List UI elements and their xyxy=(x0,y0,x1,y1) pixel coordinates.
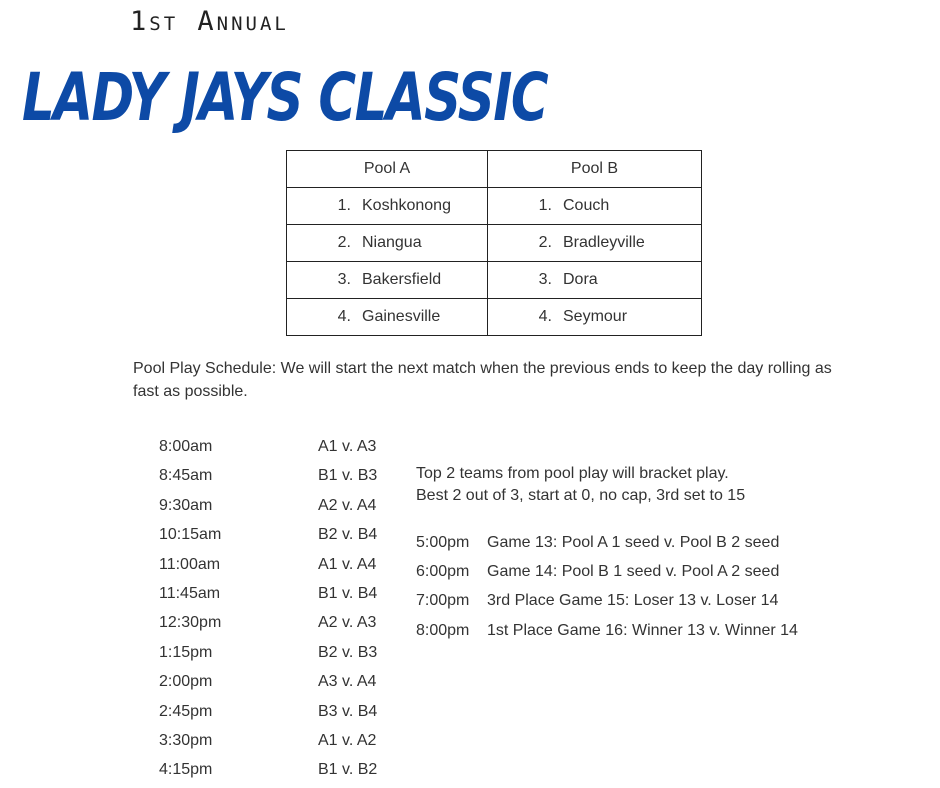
table-row xyxy=(287,225,702,262)
match-pairing: A1 v. A3 xyxy=(318,438,377,455)
pool-a-cell xyxy=(287,188,488,225)
team-name: Niangua xyxy=(362,234,422,251)
bracket-game-row xyxy=(416,528,798,557)
match-pairing: B1 v. B2 xyxy=(318,761,378,779)
match-pairing: A1 v. A2 xyxy=(318,731,377,749)
event-subtitle: 1st Annual xyxy=(130,6,289,37)
bracket-info-line: Best 2 out of 3, start at 0, no cap, 3rd set to 15 xyxy=(416,487,746,504)
team-name: Gainesville xyxy=(362,308,441,325)
game-time: 8:00pm xyxy=(416,621,470,639)
pool-a-cell xyxy=(287,225,488,262)
match-time: 11:00am xyxy=(159,555,221,573)
pool-b-cell xyxy=(488,262,702,299)
team-name: Seymour xyxy=(563,308,628,325)
match-pairing: A1 v. A4 xyxy=(318,555,377,573)
pools-table xyxy=(286,150,702,336)
team-name: Couch xyxy=(563,197,610,214)
seed-number: 1. xyxy=(538,197,552,214)
bracket-game-row xyxy=(416,557,798,586)
table-row xyxy=(287,299,702,336)
table-row xyxy=(287,262,702,299)
match-pairing: B3 v. B4 xyxy=(318,702,378,720)
pool-a-cell xyxy=(287,299,488,336)
match-time: 8:45am xyxy=(159,467,213,485)
seed-number: 3. xyxy=(337,271,351,288)
game-time: 5:00pm xyxy=(416,534,470,551)
match-time: 2:45pm xyxy=(159,702,213,720)
pool-b-cell xyxy=(488,188,702,225)
match-time: 2:00pm xyxy=(159,673,213,691)
match-time: 8:00am xyxy=(159,438,213,455)
seed-number: 1. xyxy=(337,197,351,214)
team-name: Bakersfield xyxy=(362,271,442,288)
match-time: 3:30pm xyxy=(159,731,213,749)
pool-a-header: Pool A xyxy=(287,151,488,188)
seed-number: 3. xyxy=(538,271,552,288)
seed-number: 4. xyxy=(337,308,351,325)
match-pairing: A3 v. A4 xyxy=(318,673,377,691)
match-pairing: B2 v. B4 xyxy=(318,526,378,544)
match-pairing: B2 v. B3 xyxy=(318,643,378,661)
seed-number: 2. xyxy=(337,234,351,251)
game-description: 3rd Place Game 15: Loser 13 v. Loser 14 xyxy=(487,592,779,610)
match-pairing: A2 v. A4 xyxy=(318,496,377,514)
bracket-info xyxy=(416,463,745,507)
match-pairing: A2 v. A3 xyxy=(318,614,377,632)
bracket-game-row xyxy=(416,586,798,615)
game-time: 7:00pm xyxy=(416,592,470,610)
match-time: 10:15am xyxy=(159,526,222,544)
game-description: Game 13: Pool A 1 seed v. Pool B 2 seed xyxy=(487,534,780,551)
game-description: 1st Place Game 16: Winner 13 v. Winner 14 xyxy=(487,621,798,639)
pool-a-cell xyxy=(287,262,488,299)
seed-number: 4. xyxy=(538,308,552,325)
game-time: 6:00pm xyxy=(416,563,470,581)
team-name: Koshkonong xyxy=(362,197,451,214)
pools-header-row xyxy=(287,151,702,188)
match-time: 11:45am xyxy=(159,584,221,602)
team-name: Bradleyville xyxy=(563,234,645,251)
pool-b-cell xyxy=(488,225,702,262)
match-time: 9:30am xyxy=(159,496,213,514)
pool-b-cell xyxy=(488,299,702,336)
match-time: 1:15pm xyxy=(159,643,213,661)
team-name: Dora xyxy=(563,271,598,288)
bracket-info-line: Top 2 teams from pool play will bracket play. xyxy=(416,465,729,482)
event-title: LADY JAYS CLASSIC xyxy=(22,59,548,136)
pool-play-intro: Pool Play Schedule: We will start the next match when the previous ends to keep the day rolling as fast as possible. xyxy=(133,360,832,400)
match-pairing: B1 v. B4 xyxy=(318,584,378,602)
seed-number: 2. xyxy=(538,234,552,251)
bracket-games xyxy=(416,528,798,645)
match-pairing: B1 v. B3 xyxy=(318,467,378,485)
pool-b-header: Pool B xyxy=(488,151,702,188)
match-time: 12:30pm xyxy=(159,614,222,632)
match-time: 4:15pm xyxy=(159,761,213,779)
game-description: Game 14: Pool B 1 seed v. Pool A 2 seed xyxy=(487,563,780,581)
table-row xyxy=(287,188,702,225)
bracket-game-row xyxy=(416,616,798,645)
